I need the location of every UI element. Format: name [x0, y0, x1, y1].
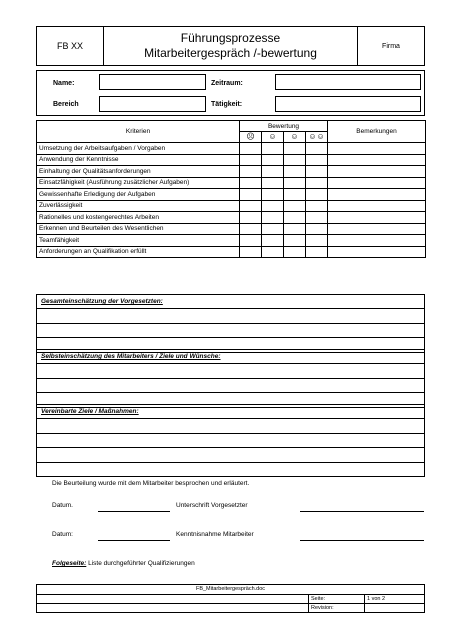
- rating-cell[interactable]: [262, 246, 284, 258]
- text-line[interactable]: [37, 323, 424, 338]
- company-text: Firma: [382, 42, 400, 50]
- remarks-header: Bemerkungen: [328, 121, 426, 143]
- agreed-goals-block: [36, 404, 425, 477]
- period-label: Zeitraum:: [211, 80, 243, 87]
- rating-cell[interactable]: [262, 212, 284, 224]
- rating-cell[interactable]: [262, 200, 284, 212]
- criteria-rows: [37, 143, 426, 258]
- supervisor-assessment-block: [36, 294, 425, 353]
- text-line[interactable]: [37, 447, 424, 462]
- criterion-label: Teamfähigkeit: [37, 235, 240, 247]
- criteria-row: [37, 189, 426, 201]
- footer-revision-value: [365, 604, 424, 612]
- criteria-row: [37, 166, 426, 178]
- text-line[interactable]: [37, 462, 424, 477]
- name-label: Name:: [53, 80, 75, 87]
- criteria-table: [36, 120, 426, 258]
- date2-line[interactable]: [98, 540, 170, 541]
- rating-cell[interactable]: [262, 143, 284, 155]
- rating-cell[interactable]: [284, 189, 306, 201]
- footer-page-row: [37, 595, 424, 604]
- text-line[interactable]: [37, 363, 424, 378]
- supervisor-signature-label: Unterschrift Vorgesetzter: [176, 502, 248, 509]
- rating-cell[interactable]: [306, 189, 328, 201]
- rating-cell[interactable]: [262, 177, 284, 189]
- criteria-row: [37, 200, 426, 212]
- remarks-cell[interactable]: [328, 154, 426, 166]
- criterion-label: Anforderungen an Qualifikation erfüllt: [37, 246, 240, 258]
- criteria-row: [37, 143, 426, 155]
- rating-cell[interactable]: [284, 223, 306, 235]
- rating-cell[interactable]: [262, 166, 284, 178]
- department-label: Bereich: [53, 101, 79, 108]
- criteria-header: Kriterien: [37, 121, 240, 143]
- criterion-label: Rationelles und kostengerechtes Arbeiten: [37, 212, 240, 224]
- criterion-label: Einhaltung der Qualitätsanforderungen: [37, 166, 240, 178]
- criterion-label: Anwendung der Kenntnisse: [37, 154, 240, 166]
- criteria-row: [37, 223, 426, 235]
- footer-page-label: Seite:: [309, 595, 365, 603]
- name-field[interactable]: [99, 74, 206, 90]
- text-line[interactable]: [37, 308, 424, 323]
- header-code: [36, 26, 104, 66]
- footer-page-value: 1 von 2: [367, 596, 386, 602]
- rating-cell[interactable]: [306, 143, 328, 155]
- document-title: [104, 26, 357, 66]
- rating-cell[interactable]: [262, 235, 284, 247]
- title-line-2: Mitarbeitergespräch /-bewertung: [144, 46, 317, 60]
- activity-field[interactable]: [275, 96, 421, 112]
- rating-cell[interactable]: [240, 143, 262, 155]
- criteria-row: [37, 235, 426, 247]
- rating-cell[interactable]: [306, 212, 328, 224]
- date1-label: Datum.: [52, 502, 73, 509]
- footer-revision-label: Revision:: [309, 604, 365, 612]
- next-page-label: Folgeseite:: [52, 560, 87, 567]
- rating-cell[interactable]: [240, 189, 262, 201]
- date2-label: Datum:: [52, 531, 73, 538]
- rating-cell[interactable]: [306, 223, 328, 235]
- discussion-statement: Die Beurteilung wurde mit dem Mitarbeiter besprochen und erläutert.: [52, 480, 250, 487]
- date1-line[interactable]: [98, 511, 170, 512]
- rating-cell[interactable]: [240, 200, 262, 212]
- rating-cell[interactable]: [306, 235, 328, 247]
- rating-cell[interactable]: [284, 154, 306, 166]
- remarks-cell[interactable]: [328, 177, 426, 189]
- activity-label: Tätigkeit:: [211, 101, 243, 108]
- title-line-1: Führungsprozesse: [180, 31, 281, 45]
- criterion-label: Erkennen und Beurteilen des Wesentlichen: [37, 223, 240, 235]
- rating-cell[interactable]: [262, 223, 284, 235]
- criterion-label: Gewissenhafte Erledigung der Aufgaben: [37, 189, 240, 201]
- self-assessment-title: Selbsteinschätzung des Mitarbeiters / Ziele und Wünsche:: [41, 353, 221, 360]
- employee-ack-label: Kenntnisnahme Mitarbeiter: [176, 531, 254, 538]
- footer-revision-row: [37, 604, 424, 612]
- rating-cell[interactable]: [306, 200, 328, 212]
- rating-cell[interactable]: [284, 246, 306, 258]
- agreed-goals-title: Vereinbarte Ziele / Maßnahmen:: [41, 408, 139, 415]
- employee-ack-line[interactable]: [300, 540, 424, 541]
- text-line[interactable]: [37, 378, 424, 393]
- footer-filename: FB_Mitarbeitergespräch.doc: [37, 585, 424, 595]
- rating-cell[interactable]: [240, 177, 262, 189]
- criterion-label: Einsatzfähigkeit (Ausführung zusätzlicher Aufgaben): [37, 177, 240, 189]
- remarks-cell[interactable]: [328, 166, 426, 178]
- criteria-row: [37, 177, 426, 189]
- supervisor-assessment-title: Gesamteinschätzung der Vorgesetzten:: [41, 298, 163, 305]
- rating-header: Bewertung: [240, 121, 328, 132]
- period-field[interactable]: [275, 74, 421, 90]
- rating-cell[interactable]: [284, 143, 306, 155]
- criterion-label: Umsetzung der Arbeitsaufgaben / Vorgaben: [37, 143, 240, 155]
- rating-cell[interactable]: [306, 166, 328, 178]
- rating-cell[interactable]: [306, 177, 328, 189]
- criteria-row: [37, 212, 426, 224]
- rating-cell[interactable]: [262, 189, 284, 201]
- rating-cell[interactable]: [240, 166, 262, 178]
- supervisor-signature-line[interactable]: [300, 511, 424, 512]
- rating-cell[interactable]: [240, 212, 262, 224]
- criteria-row: [37, 154, 426, 166]
- rating-cell[interactable]: [284, 177, 306, 189]
- next-page-text: Liste durchgeführter Qualifizierungen: [86, 560, 195, 567]
- rating-cell[interactable]: [240, 235, 262, 247]
- rating-cell[interactable]: [284, 235, 306, 247]
- rating-cell[interactable]: [262, 154, 284, 166]
- remarks-cell[interactable]: [328, 143, 426, 155]
- remarks-cell[interactable]: [328, 189, 426, 201]
- rating-cell[interactable]: [240, 154, 262, 166]
- department-field[interactable]: [99, 96, 206, 112]
- text-line[interactable]: [37, 433, 424, 448]
- remarks-cell[interactable]: [328, 246, 426, 258]
- self-assessment-block: [36, 349, 425, 408]
- criterion-label: Zuverlässigkeit: [37, 200, 240, 212]
- remarks-cell[interactable]: [328, 200, 426, 212]
- next-page-note: [52, 560, 195, 567]
- rating-cell[interactable]: [240, 223, 262, 235]
- rating-cell[interactable]: [284, 212, 306, 224]
- remarks-cell[interactable]: [328, 223, 426, 235]
- rating-good-icon: ☺: [284, 132, 306, 143]
- rating-cell[interactable]: [284, 166, 306, 178]
- rating-cell[interactable]: [306, 246, 328, 258]
- rating-poor-icon: ☹: [240, 132, 262, 143]
- rating-cell[interactable]: [284, 200, 306, 212]
- rating-cell[interactable]: [240, 246, 262, 258]
- header-code-text: FB XX: [56, 41, 83, 51]
- rating-excellent-icon: ☺☺: [306, 132, 328, 143]
- rating-cell[interactable]: [306, 154, 328, 166]
- remarks-cell[interactable]: [328, 235, 426, 247]
- identification-section: [36, 70, 425, 116]
- remarks-cell[interactable]: [328, 212, 426, 224]
- criteria-row: [37, 246, 426, 258]
- rating-fair-icon: ☺: [262, 132, 284, 143]
- header-company: [357, 26, 425, 66]
- document-footer: [36, 584, 425, 613]
- text-line[interactable]: [37, 418, 424, 433]
